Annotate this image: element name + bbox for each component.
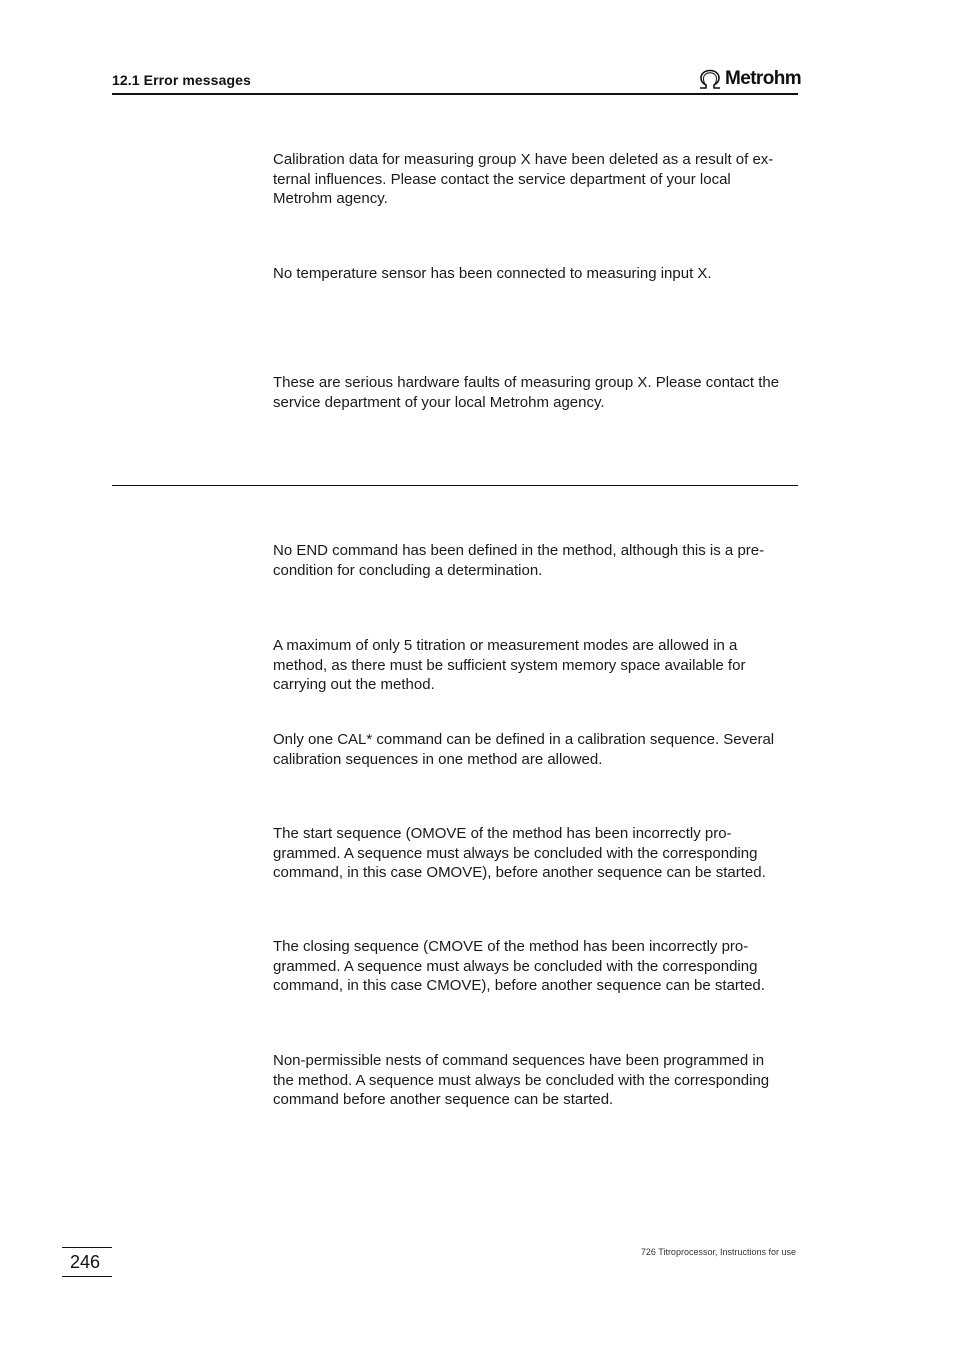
- section-divider: [112, 485, 798, 486]
- brand-logo: [697, 66, 801, 92]
- omega-icon: [697, 68, 723, 90]
- brand-name: Metrohm: [725, 68, 802, 89]
- paragraph-nested-sequences: Non-permissible nests of command sequences have been programmed in the method. A sequence must always be concluded with the corresponding command before another sequence can be started.: [273, 1052, 770, 1108]
- page-number: 246: [70, 1252, 101, 1272]
- document-title: 726 Titroprocessor, Instructions for use: [640, 1247, 796, 1257]
- header-rule: [112, 93, 798, 95]
- paragraph-hardware-faults: These are serious hardware faults of measuring group X. Please contact the service department of your local Metrohm agency.: [273, 374, 780, 411]
- paragraph-max-modes: A maximum of only 5 titration or measurement modes are allowed in a method, as there must be sufficient system memory space available for carrying out the method.: [273, 637, 746, 693]
- paragraph-no-temperature-sensor: No temperature sensor has been connected to measuring input X.: [273, 265, 712, 282]
- paragraph-closing-sequence: The closing sequence (CMOVE of the method has been incorrectly pro- grammed. A sequence must always be concluded with the corresponding command, in this case CMOVE), before another sequence can be started.: [273, 938, 765, 994]
- page-number-box: [62, 1247, 112, 1277]
- paragraph-calibration-data-deleted: Calibration data for measuring group X have been deleted as a result of ex- ternal influences. Please contact the service department of your local Metrohm agency.: [273, 151, 774, 207]
- paragraph-start-sequence: The start sequence (OMOVE of the method has been incorrectly pro- grammed. A sequence must always be concluded with the corresponding command, in this case OMOVE), before another sequence can be started.: [273, 825, 766, 881]
- section-title: 12.1 Error messages: [112, 72, 251, 88]
- paragraph-no-end-command: No END command has been defined in the method, although this is a pre- condition for concluding a determination.: [273, 542, 765, 579]
- paragraph-cal-command: Only one CAL* command can be defined in a calibration sequence. Several calibration sequences in one method are allowed.: [273, 731, 775, 768]
